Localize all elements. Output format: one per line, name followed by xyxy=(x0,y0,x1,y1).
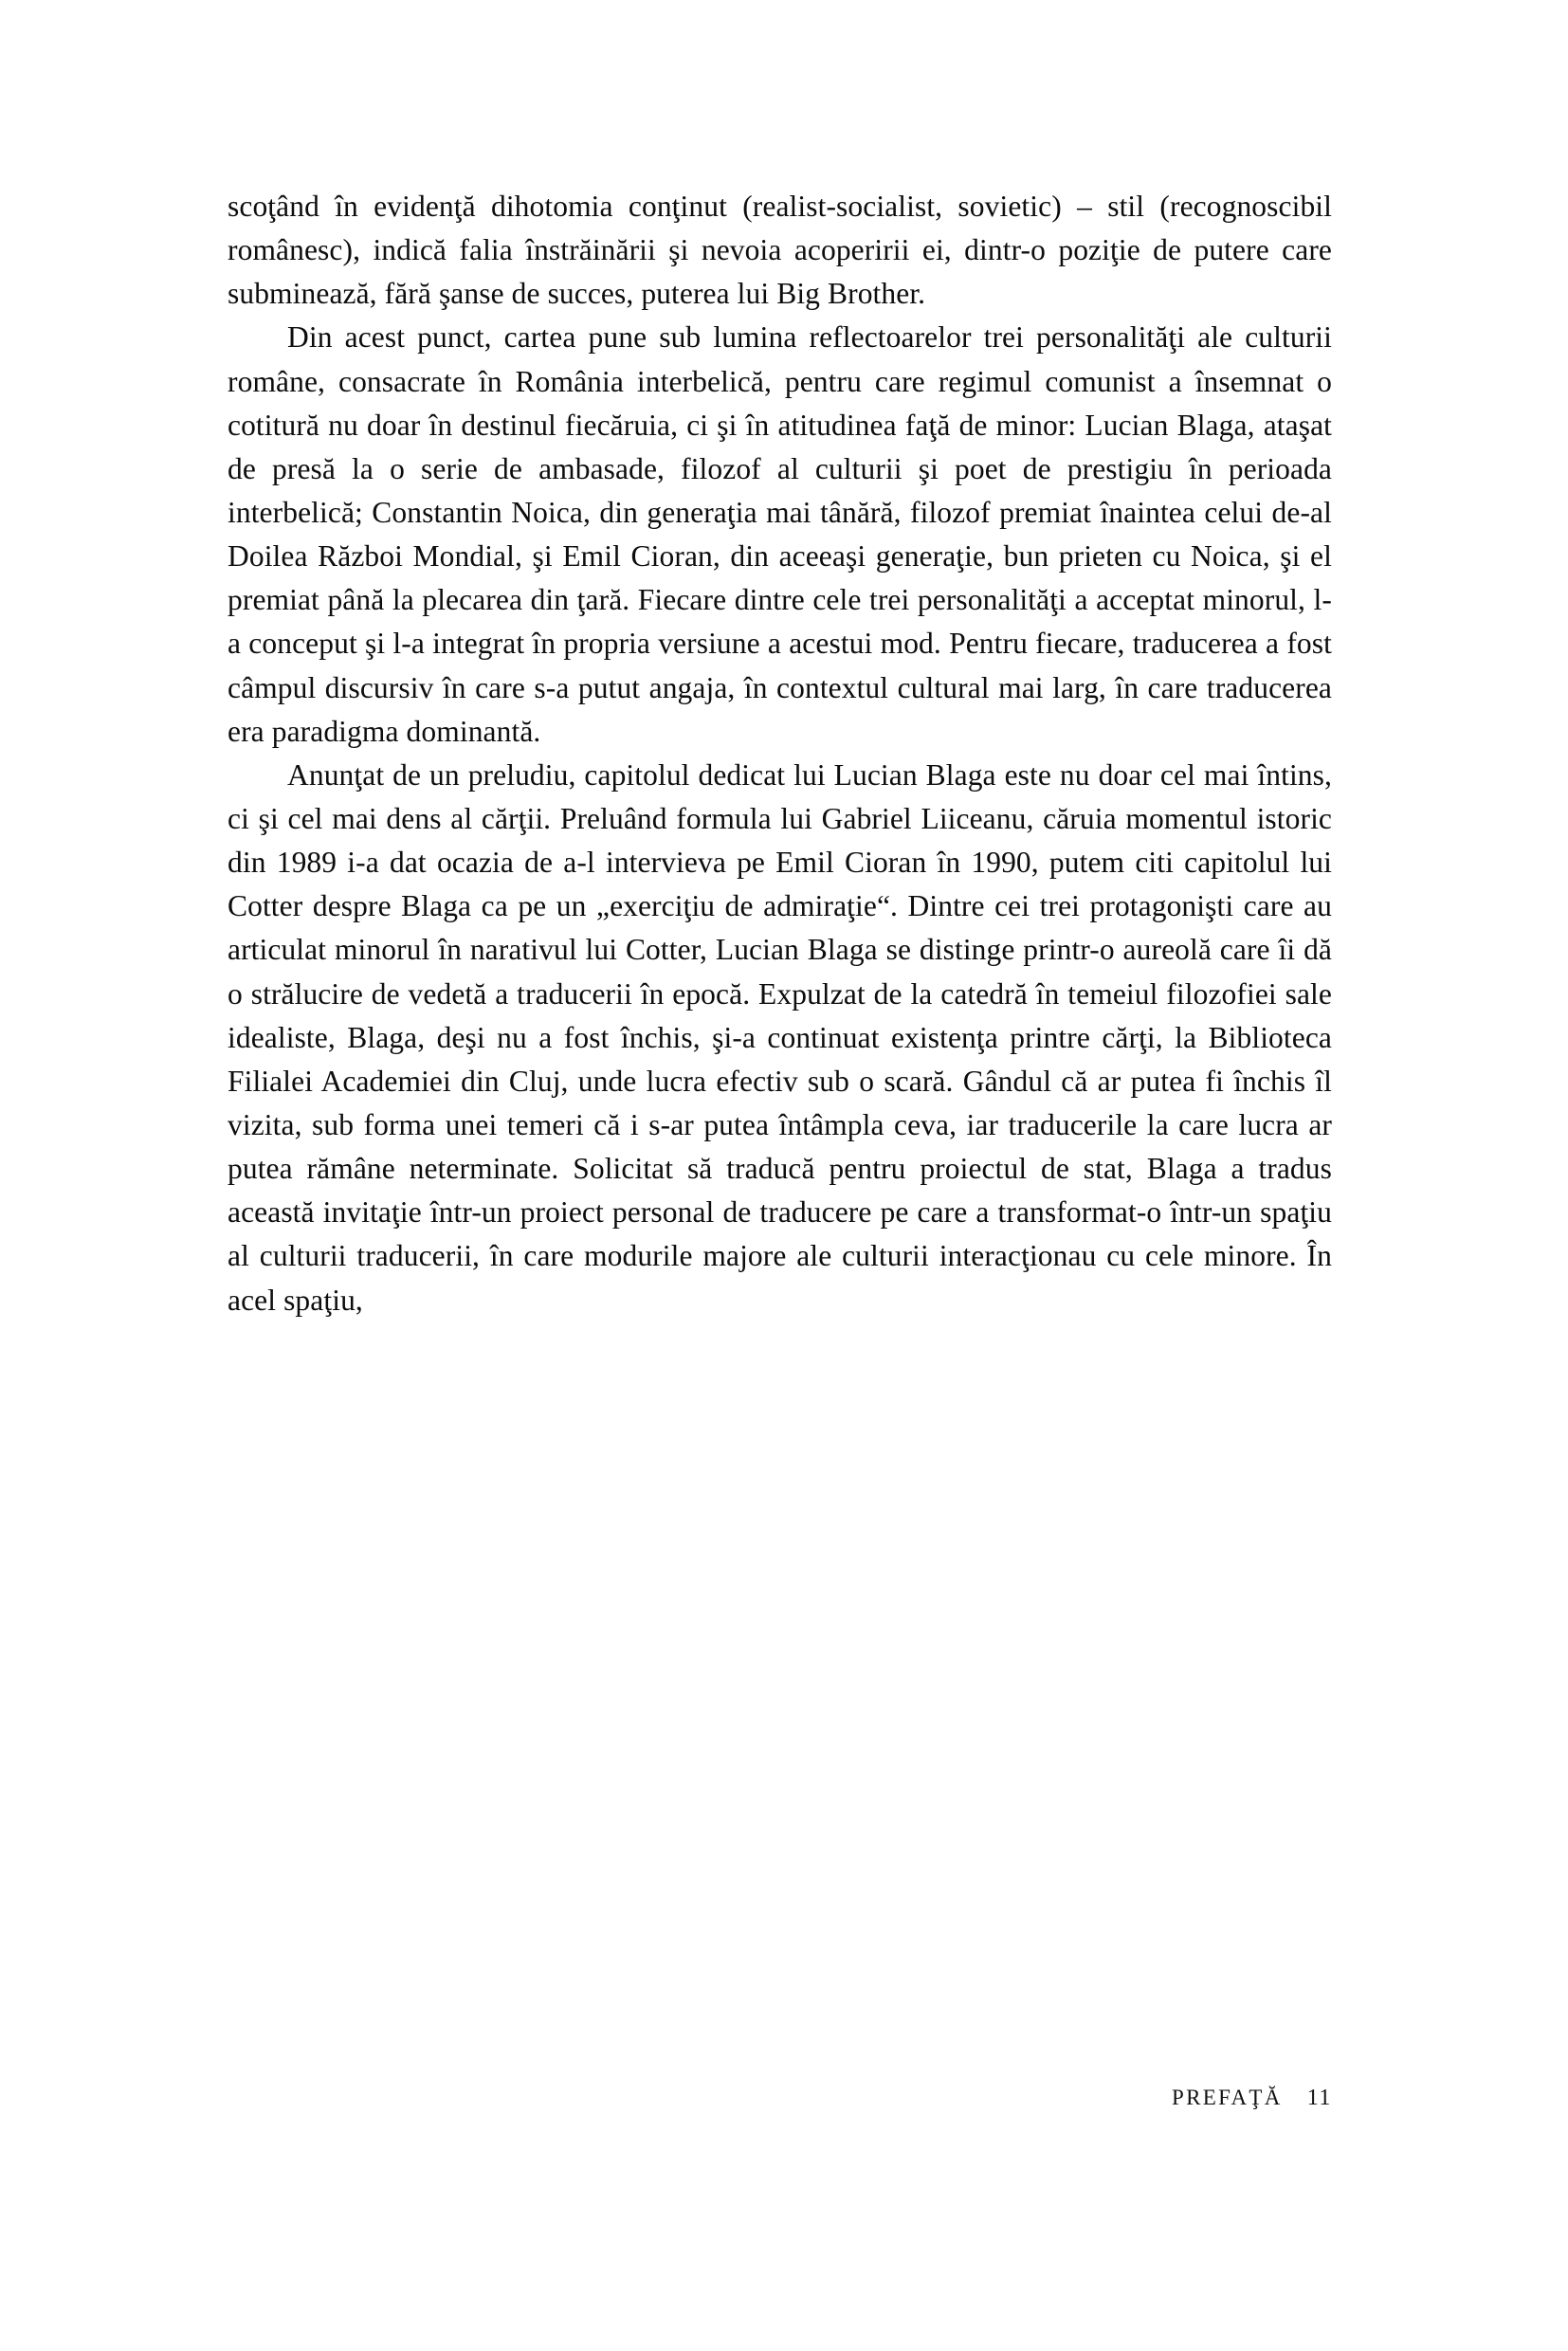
page-number: 11 xyxy=(1306,2086,1332,2110)
body-text xyxy=(228,185,1332,1322)
paragraph: Din acest punct, cartea pune sub lumina reflectoarelor trei personalităţi ale culturii române, consacrate în România interbelică, pentru care regimul comunist a însemnat o cotitură nu doar în destinul fiecăruia, ci şi în atitudinea faţă de minor: Lucian Blaga, ataşat de presă la o serie de ambasade, filozof al culturii şi poet de prestigiu în perioada interbelică; Constantin Noica, din generaţia mai tânără, filozof premiat înaintea celui de-al Doilea Război Mondial, şi Emil Cioran, din aceeaşi generaţie, bun prieten cu Noica, şi el premiat până la plecarea din ţară. Fiecare dintre cele trei personalităţi a acceptat minorul, l-a conceput şi l-a integrat în propria versiune a acestui mod. Pentru fiecare, traducerea a fost câmpul discursiv în care s-a putut angaja, în contextul cultural mai larg, în care traducerea era paradigma dominantă. xyxy=(228,320,1332,748)
footer-section-label: PREFAŢĂ xyxy=(1172,2086,1283,2109)
paragraph: Anunţat de un preludiu, capitolul dedicat lui Lucian Blaga este nu doar cel mai întins, ci şi cel mai dens al cărţii. Preluând formula lui Gabriel Liiceanu, căruia momentul istoric din 1989 i-a dat ocazia de a-l intervieva pe Emil Cioran în 1990, putem citi capitolul lui Cotter despre Blaga ca pe un „exerciţiu de admiraţie“. Dintre cei trei protagonişti care au articulat minorul în narativul lui Cotter, Lucian Blaga se distinge printr-o aureolă care îi dă o strălucire de vedetă a traducerii în epocă. Expulzat de la catedră în temeiul filozofiei sale idealiste, Blaga, deşi nu a fost închis, şi-a continuat existenţa printre cărţi, la Biblioteca Filialei Academiei din Cluj, unde lucra efectiv sub o scară. Gândul că ar putea fi închis îl vizita, sub forma unei temeri că i s-ar putea întâmpla ceva, iar traducerile la care lucra ar putea rămâne neterminate. Solicitat să traducă pentru proiectul de stat, Blaga a tradus această invitaţie într-un proiect personal de traducere pe care a transformat-o într-un spaţiu al culturii traducerii, în care modurile majore ale culturii interacţionau cu cele minore. În acel spaţiu, xyxy=(228,757,1332,1317)
paragraph: scoţând în evidenţă dihotomia conţinut (realist-socialist, sovietic) – stil (recognoscibil românesc), indică falia înstrăinării şi nevoia acoperirii ei, dintr-o poziţie de putere care subminează, fără şanse de succes, puterea lui Big Brother. xyxy=(228,190,1332,311)
page-footer xyxy=(228,2086,1332,2111)
